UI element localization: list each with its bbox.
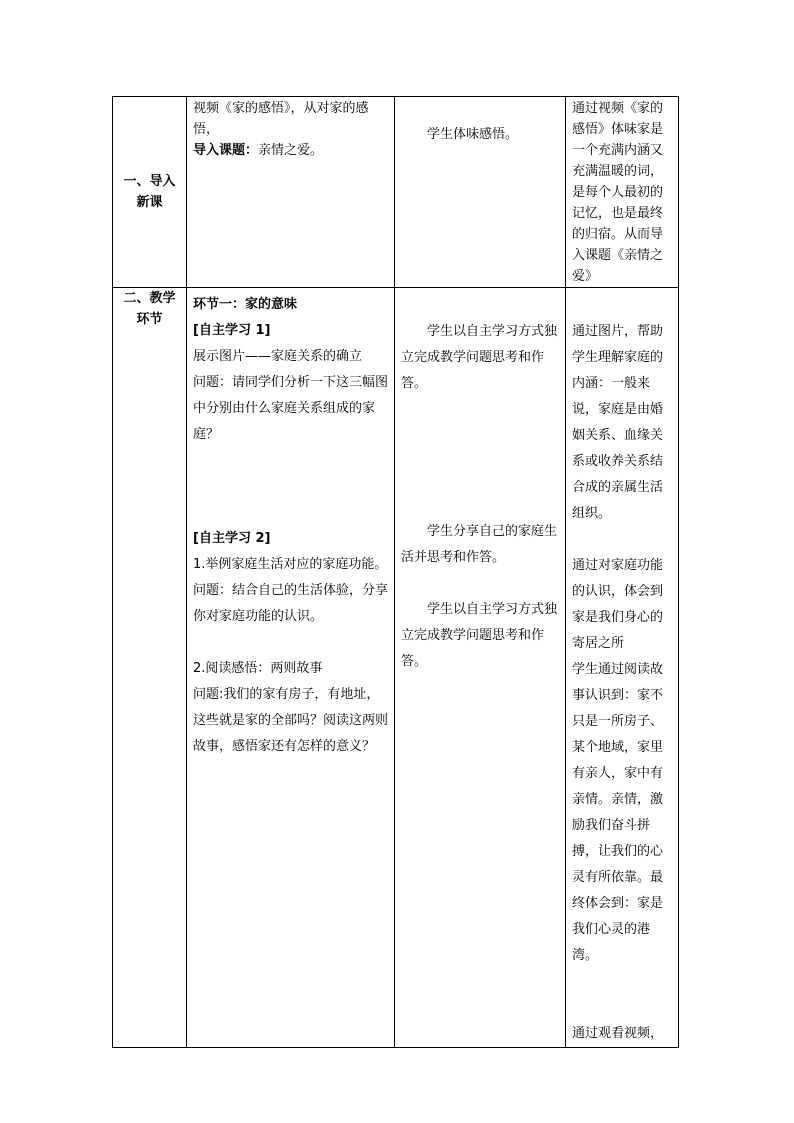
sub-section-title: [自主学习 2]	[193, 531, 271, 546]
content-text: 视频《家的感悟》，从对家的感悟，	[193, 101, 369, 137]
student-activity-cell	[395, 288, 566, 1048]
design-intent-cell	[566, 97, 679, 288]
content-text: 亲情之爱。	[258, 143, 324, 158]
table-row	[113, 97, 679, 288]
design-intent-text: 学生通过阅读故事认识到：家不只是一所房子、某个地域，家里有亲人，家中有亲情。亲情，激励我们奋斗拼搏，让我们的心灵有所依靠。最终体会到：家是我们心灵的港湾。	[572, 662, 664, 963]
stage-cell	[113, 97, 187, 288]
student-activity-text: 学生以自主学习方式独立完成教学问题思考和作答。	[401, 602, 558, 669]
stage-cell	[113, 288, 187, 1048]
design-intent-text: 通过观看视频，	[572, 1026, 664, 1041]
content-cell	[187, 97, 395, 288]
content-text: 1.举例家庭生活对应的家庭功能。	[193, 557, 388, 572]
design-intent-text: 通过视频《家的感悟》体味家是一个充满内涵又充满温暖的词，是每个人最初的记忆，也是最终的归宿。从而导入课题《亲情之爱》	[572, 101, 664, 284]
stage-label-line: 二、教学	[123, 291, 176, 306]
stage-label-line: 新课	[136, 195, 163, 210]
sub-section-title: [自主学习 1]	[193, 323, 271, 338]
content-text: 展示图片——家庭关系的确立	[193, 349, 363, 364]
content-text: 2.阅读感悟：两则故事	[193, 661, 323, 676]
student-activity-cell	[395, 97, 566, 288]
stage-label-line: 一、导入	[123, 174, 176, 189]
content-text: 问题：结合自己的生活体验，分享你对家庭功能的认识。	[193, 583, 389, 624]
lesson-plan-table	[112, 96, 679, 1048]
table-row	[113, 288, 679, 1048]
stage-label-line: 环节	[136, 312, 163, 327]
student-activity-text: 学生分享自己的家庭生活并思考和作答。	[401, 524, 558, 565]
design-intent-cell	[566, 288, 679, 1048]
content-cell	[187, 288, 395, 1048]
content-text: 问题：请同学们分析一下这三幅图中分别由什么家庭关系组成的家庭？	[193, 375, 389, 442]
content-text: 问题:我们的家有房子，有地址，这些就是家的全部吗？阅读这两则故事，感悟家还有怎样的意义？	[193, 687, 389, 754]
design-intent-text: 通过对家庭功能的认识，体会到家是我们身心的寄居之所	[572, 558, 664, 651]
design-intent-text: 通过图片，帮助学生理解家庭的内涵：一般来说，家庭是由婚姻关系、血缘关系或收养关系结合成的亲属生活组织。	[572, 324, 664, 521]
student-activity-text: 学生以自主学习方式独立完成教学问题思考和作答。	[401, 324, 558, 391]
content-text-bold: 导入课题：	[193, 143, 259, 158]
student-activity-text: 学生体味感悟。	[427, 127, 519, 142]
section-title: 环节一：家的意味	[193, 297, 298, 312]
